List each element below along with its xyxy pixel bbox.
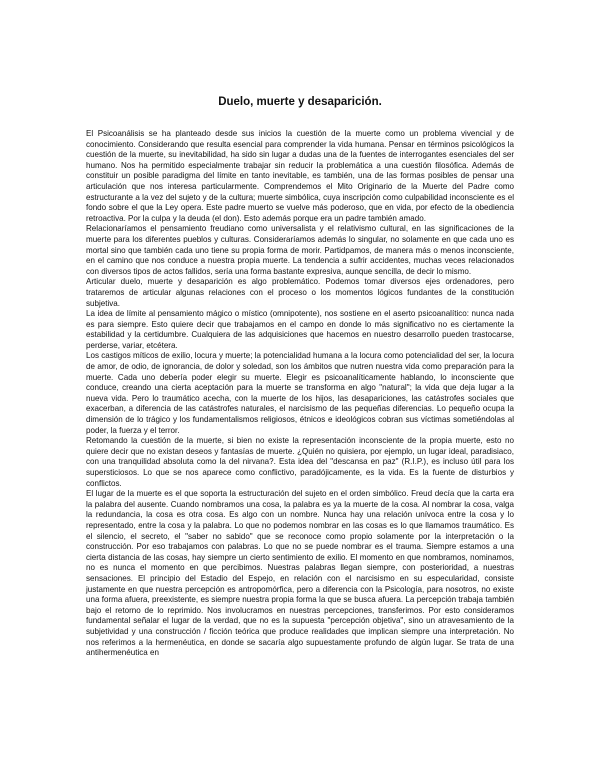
document-body [86, 129, 514, 659]
paragraph: El lugar de la muerte es el que soporta la estructuración del sujeto en el orden simbólico. Freud decía que la carta era la palabra del ausente. Cuando nombramos una cosa, la palabra es ya la muerte de la cosa. Al nombrar la cosa, valga la redundancia, la cosa es otra cosa. Es algo con un nombre. Nunca hay una relación unívoca entre la cosa y lo representado, entre la cosa y la palabra. Lo que no podemos nombrar en las cosas es lo que llamamos traumático. Es el silencio, el secreto, el "saber no sabido" que se reconoce como propio solamente por la interpretación o la construcción. Por eso trabajamos con palabras. Lo que no se puede nombrar es el trauma. Siempre estamos a una cierta distancia de las cosas, hay siempre un cierto sentimiento de exilio. El momento en que nombramos, nominamos, no es nunca el momento en que percibimos. Nuestras palabras llegan siempre, con posterioridad, a nuestras sensaciones. El principio del Estadio del Espejo, en relación con el narcisismo en su especularidad, consiste justamente en que nuestra percepción es antropomórfica, pero a diferencia con la Psicología, para nosotros, no existe una forma afuera, preexistente, es siempre nuestra propia forma la que se busca afuera. La percepción trabaja también bajo el retorno de lo reprimido. Nos involucramos en nuestras percepciones, transferimos. Por esto consideramos fundamental señalar el lugar de la verdad, que no es la supuesta "percepción objetiva", sino un atravesamiento de la subjetividad y una construcción / ficción teórica que produce realidades que implican siempre una interpretación. No nos referimos a la hermenéutica, en donde se sacaría algo supuestamente profundo de algún lugar. Se trata de una antihermenéutica en [86, 489, 514, 658]
document-title: Duelo, muerte y desaparición. [218, 96, 382, 108]
paragraph: El Psicoanálisis se ha planteado desde sus inicios la cuestión de la muerte como un problema vivencial y de conocimiento. Considerando que resulta esencial para comprender la vida humana. Pensar en términos psicológicos la cuestión de la muerte, su inevitabilidad, ha sido sin lugar a dudas una de la fuentes de interrogantes esenciales del ser humano. Nos ha permitido especialmente trabajar sin reducir la problemática a una cuestión filosófica. Además de constituir un posible paradigma del límite en tanto inevitable, es también, una de las formas posibles de pensar una articulación que nos interesa particularmente. Comprendemos el Mito Originario de la Muerte del Padre como estructurante a la vez del sujeto y de la cultura; muerte simbólica, cuya inscripción como culpabilidad inconsciente es el fondo sobre el que la Ley opera. Este padre muerto se vuelve más poderoso, que en vida, por efecto de la obediencia retroactiva. Por la culpa y la deuda (el don). Esto además porque era un padre también amado. [86, 129, 514, 223]
paragraph: La idea de límite al pensamiento mágico o místico (omnipotente), nos sostiene en el aserto psicoanalítico: nunca nada es para siempre. Esto quiere decir que trabajamos en el campo en donde lo más significativo no es ciertamente la estabilidad y la certidumbre. Cualquiera de las adquisiciones que hacemos en nuestro desarrollo pueden trastocarse, perderse, variar, etcétera. [86, 309, 514, 350]
paragraph: Retomando la cuestión de la muerte, si bien no existe la representación inconsciente de la propia muerte, esto no quiere decir que no existan deseos y fantasías de muerte. ¿Quién no quisiera, por ejemplo, un lugar ideal, paradisiaco, con una tranquilidad absoluta como la del nirvana?. Esta idea del "descansa en paz" (R.I.P.), es incluso útil para los supersticiosos. Lo que se nos aparece como conflictivo, paradójicamente, es la vida. Es la fuente de disturbios y conflictos. [86, 436, 514, 488]
paragraph: Los castigos míticos de exilio, locura y muerte; la potencialidad humana a la locura como potencialidad del ser, la locura de amor, de odio, de ignorancia, de dolor y soledad, son los ámbitos que nutren nuestra vida como preparación para la muerte. Cada uno debería poder elegir su muerte. Elegir es psicoanalíticamente hablando, lo inconsciente que conduce, creando una cierta aceptación para la muerte se transforma en algo "natural"; la vida que deja lugar a la nueva vida. Pero lo traumático acecha, con la muerte de los hijos, las desapariciones, las catástrofes sociales que exacerban, a diferencia de las catástrofes naturales, el narcisismo de las pequeñas diferencias. Lo pequeño ocupa la dimensión de lo trágico y los fundamentalismos religiosos, étnicos e ideológicos cobran sus víctimas sometiéndolas al poder, la fuerza y el terror. [86, 351, 514, 435]
paragraph: Relacionaríamos el pensamiento freudiano como universalista y el relativismo cultural, en las significaciones de la muerte para los diferentes pueblos y culturas. Consideraríamos además lo singular, no solamente en que cada uno es mortal sino que también cada uno tiene su propia forma de morir. Partidpamos, de manera más o menos inconsciente, en el camino que nos conduce a nuestra propia muerte. La tendencia a sufrir accidentes, muchas veces relacionados con diversos tipos de actos fallidos, sería una forma bastante expresiva, aunque sencilla, de decir lo mismo. [86, 224, 514, 276]
paragraph: Articular duelo, muerte y desaparición es algo problemático. Podemos tomar diversos ejes ordenadores, pero trataremos de articular algunas relaciones con el proceso o los momentos lógicos fundantes de la constitución subjetiva. [86, 277, 514, 308]
